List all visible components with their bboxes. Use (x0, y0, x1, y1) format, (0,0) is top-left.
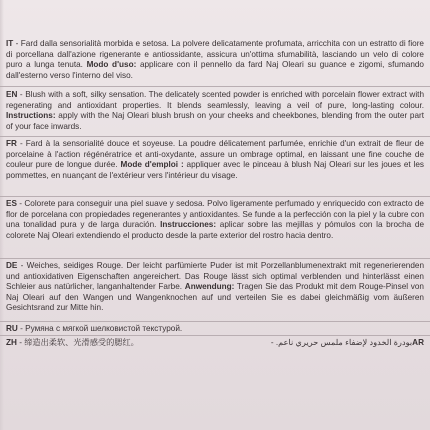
fr-instructions-heading: Mode d'emploi : (120, 160, 184, 170)
divider (0, 335, 430, 336)
section-en (6, 90, 424, 132)
ar-text: بودرة الخدود لإضفاء ملمس حريري ناعم. - (268, 338, 413, 347)
section-ar (204, 338, 424, 349)
es-instructions-heading: Instrucciones: (160, 220, 217, 230)
divider (0, 258, 430, 259)
section-it (6, 39, 424, 81)
de-text-1: - Weiches, seidiges Rouge. Der leicht parfümierte Puder ist mit Porzellanblumenextrakt mit regenerierenden und antioxidativen Eigenschaften angereichert. Das Rouge lässt sich optimal verblenden und hinterlässt einen Schleier aus natürlicher, langanhaltender Farbe. (6, 261, 424, 292)
de-text-2: Tragen Sie das Produkt mit dem Rouge-Pinsel von Naj Oleari auf den Wangen und Wangenknochen auf und verteilen Sie es dabei gleichmäßig vom äußeren Gesichtsrand zur Mitte hin. (6, 282, 424, 313)
en-instructions-heading: Instructions: (6, 111, 56, 121)
it-text-1: - Fard dalla sensorialità morbida e setosa. La polvere delicatamente profumata, arricchita con un estratto di fiore di porcellana dall'azione rigenerante e antiossidante, assicura un'ottima sfumabilità, lasciando un velo di colore puro a lunga tenuta. (6, 39, 424, 70)
lang-code-en: EN (6, 90, 18, 99)
lang-code-es: ES (6, 199, 17, 208)
lang-code-zh: ZH (6, 338, 17, 347)
es-text-1: - Colorete para conseguir una piel suave y sedosa. Polvo ligeramente perfumado y enriquecido con extracto de flor de porcelana con propiedades regenerantes y antioxidantes. Se funde a la perfección con la piel y la cubre con una tonalidad pura y de larga duración. (6, 199, 424, 230)
lang-code-de: DE (6, 261, 18, 270)
section-ru (6, 324, 424, 335)
panel-edge-shadow (0, 0, 4, 430)
section-fr (6, 139, 424, 181)
section-de (6, 261, 424, 314)
divider (0, 86, 430, 87)
lang-code-it: IT (6, 39, 14, 48)
lang-code-ru: RU (6, 324, 18, 333)
en-text-1: - Blush with a soft, silky sensation. The delicately scented powder is enriched with porcelain flower extract with regenerating and antioxidant properties. It blends seamlessly, leaving a veil of pure, long-lasting colour. (6, 90, 424, 110)
es-text-2: aplicar sobre las mejillas y pómulos con la brocha de colorete Naj Oleari extendiendo el producto desde la parte exterior del rostro hacia dentro. (6, 220, 424, 240)
de-instructions-heading: Anwendung: (184, 282, 235, 292)
fr-text-2: appliquer avec le pinceau à blush Naj Oleari sur les joues et les pommettes, en nuançant de l'extérieur vers l'intérieur du visage. (6, 160, 424, 180)
divider (0, 321, 430, 322)
divider (0, 196, 430, 197)
fr-text-1: - Fard à la sensorialité douce et soyeuse. La poudre délicatement parfumée, enrichie d'un extrait de fleur de porcelaine à l'action régénératrice et anti-oxydante, assure un ombrage optimal, en laissant une fine couche de couleur pure de longue durée. (6, 139, 424, 170)
divider (0, 136, 430, 137)
en-text-2: apply with the Naj Oleari blush brush on your cheeks and cheekbones, blending from the outer part of your face inwards. (6, 111, 424, 131)
lang-code-fr: FR (6, 139, 17, 148)
ru-text: - Румяна с мягкой шелковистой текстурой. (17, 324, 183, 333)
it-text-2: applicare con il pennello da fard Naj Oleari su guance e zigomi, sfumando dall'esterno verso l'interno del viso. (6, 60, 424, 80)
section-zh (6, 338, 206, 349)
section-es (6, 199, 424, 241)
it-instructions-heading: Modo d'uso: (86, 60, 137, 70)
zh-text: - 缔造出柔软、光滑感受的腮红。 (16, 338, 139, 347)
lang-code-ar: AR (412, 338, 424, 347)
